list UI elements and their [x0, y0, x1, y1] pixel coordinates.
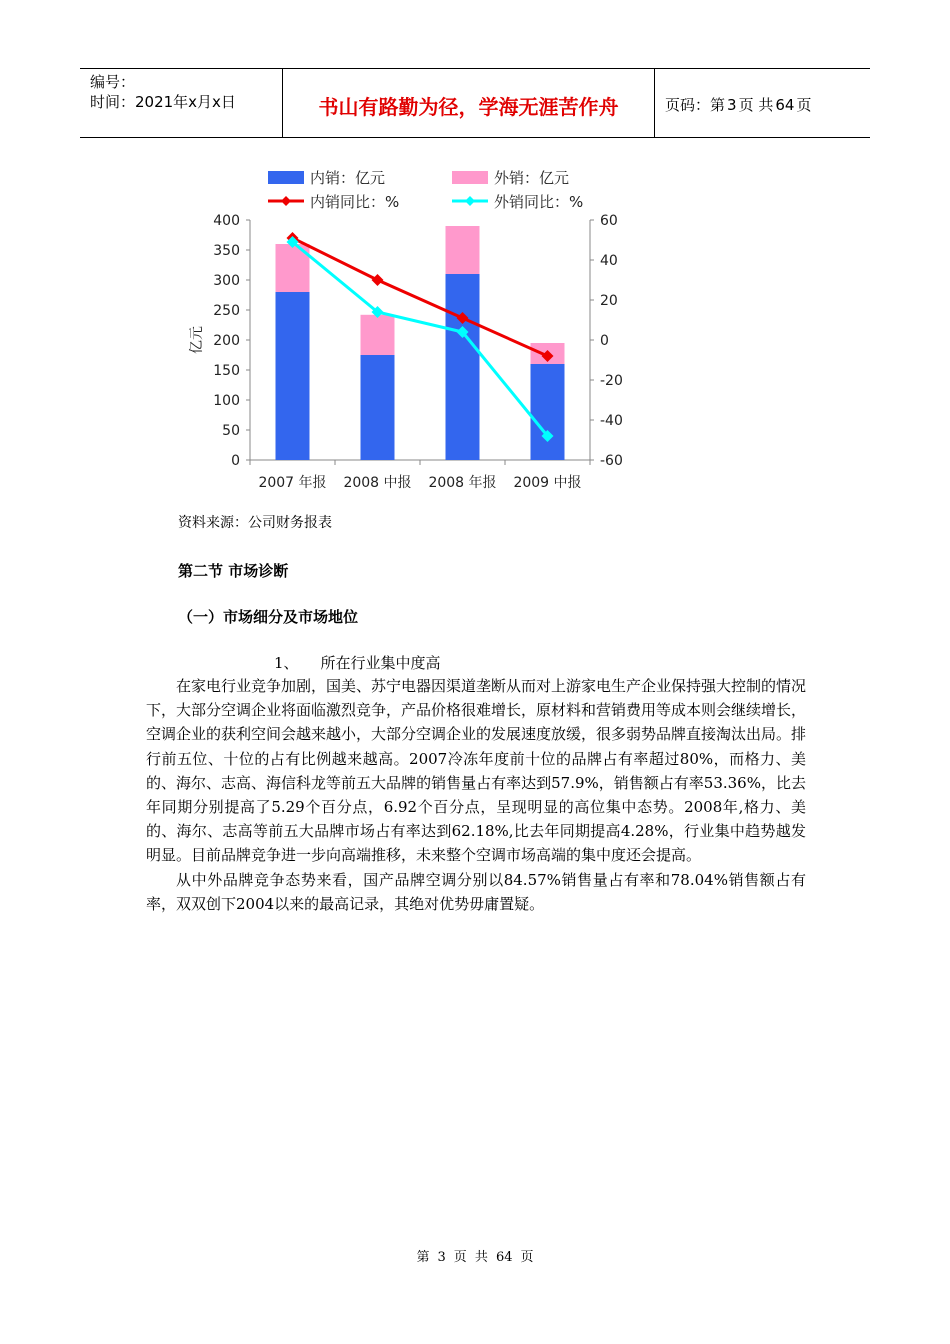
- footer-mid: 页 共: [453, 1250, 488, 1265]
- bar-export: [446, 226, 480, 274]
- legend-marker-domestic-yoy: [281, 196, 291, 206]
- x-tick-label: 2008 中报: [343, 475, 412, 491]
- page-footer: [0, 1246, 950, 1265]
- legend-label-export: 外销：亿元: [494, 169, 570, 187]
- paragraph-1: 在家电行业竞争加剧，国美、苏宁电器因渠道垄断从而对上游家电生产企业保持强大控制的情况下，大部分空调企业将面临激烈竞争，产品价格很难增长，原材料和营销费用等成本则会继续增长，空调企业的获利空间会越来越小，大部分空调企业的发展速度放缓，很多弱势品牌直接淘汰出局。排行前五位、十位的占有比例越来越高。2007冷冻年度前十位的品牌占有率超过80%，而格力、美的、海尔、志高、海信科龙等前五大品牌的销售量占有率达到57.9%，销售额占有率53.36%，比去年同期分别提高了5.29个百分点，6.92个百分点，呈现明显的高位集中态势。2008年,格力、美的、海尔、志高等前五大品牌市场占有率达到62.18%,比去年同期提高4.28%，行业集中趋势越发明显。目前品牌竞争进一步向高端推移，未来整个空调市场高端的集中度还会提高。: [146, 677, 807, 865]
- header-page-total: 64: [775, 96, 795, 114]
- item-heading: [274, 652, 441, 673]
- legend-label-export-yoy: 外销同比：%: [494, 193, 584, 211]
- header-motto-cell: [283, 69, 654, 137]
- y2-tick-label: 0: [600, 333, 609, 349]
- legend-swatch-domestic: [268, 171, 304, 184]
- bar-domestic: [276, 292, 310, 460]
- y-tick-label: 250: [213, 303, 240, 319]
- header-page-mid: 页 共: [738, 96, 774, 114]
- y-tick-label: 50: [222, 423, 240, 439]
- y2-tick-label: 60: [600, 213, 618, 229]
- chart-legend: [268, 169, 583, 211]
- bar-domestic: [446, 274, 480, 460]
- header-page-cell: [654, 69, 871, 137]
- y-tick-label: 100: [213, 393, 240, 409]
- y-tick-label: 200: [213, 333, 240, 349]
- subsection-title: （一）市场细分及市场地位: [178, 608, 359, 626]
- legend-marker-export-yoy: [465, 196, 475, 206]
- legend-label-domestic-yoy: 内销同比：%: [310, 193, 400, 211]
- footer-current: 3: [437, 1250, 446, 1265]
- header-page-label: 页码：第: [665, 96, 726, 114]
- y-tick-label: 150: [213, 363, 240, 379]
- line-domestic-yoy: [293, 238, 548, 356]
- footer-suffix: 页: [520, 1250, 534, 1265]
- legend-swatch-export: [452, 171, 488, 184]
- header-page-number: [665, 94, 813, 115]
- y-tick-label: 350: [213, 243, 240, 259]
- paragraph-2: 从中外品牌竞争态势来看，国产品牌空调分别以84.57%销售量占有率和78.04%销售额占有率，双双创下2004以来的最高记录，其绝对优势毋庸置疑。: [146, 870, 806, 913]
- y2-tick-label: -20: [600, 373, 623, 389]
- header-date-label: 时间：2021年x月x日: [90, 93, 236, 111]
- footer-total: 64: [495, 1250, 513, 1265]
- source-note: 资料来源：公司财务报表: [178, 515, 332, 531]
- y-tick-label: 400: [213, 213, 240, 229]
- y2-tick-label: -60: [600, 453, 623, 469]
- y-axis-label: 亿元: [189, 326, 205, 354]
- y2-tick-label: 40: [600, 253, 618, 269]
- bar-export: [361, 315, 395, 355]
- y2-tick-label: 20: [600, 293, 618, 309]
- header-number-label: 编号：: [90, 73, 136, 91]
- item-number: 1、: [274, 654, 299, 672]
- x-tick-label: 2007 年报: [258, 475, 327, 491]
- bar-domestic: [361, 355, 395, 460]
- x-tick-label: 2008 年报: [428, 475, 497, 491]
- chart-lines: [287, 232, 554, 442]
- point-domestic-yoy: [372, 274, 384, 286]
- header-table: [80, 68, 870, 138]
- item-title: 所在行业集中度高: [320, 654, 441, 672]
- y2-tick-label: -40: [600, 413, 623, 429]
- header-info-cell: [80, 69, 283, 137]
- x-tick-label: 2009 中报: [513, 475, 582, 491]
- section-title: 第二节 市场诊断: [178, 562, 289, 580]
- body-text: [146, 674, 806, 916]
- bar-domestic: [531, 364, 565, 460]
- header-motto: 书山有路勤为径，学海无涯苦作舟: [318, 95, 619, 119]
- header-page-end: 页: [796, 96, 812, 114]
- y-tick-label: 0: [231, 453, 240, 469]
- legend-label-domestic: 内销：亿元: [310, 169, 386, 187]
- header-page-current: 3: [727, 96, 737, 114]
- footer-prefix: 第: [416, 1250, 430, 1265]
- sales-chart: [170, 160, 623, 500]
- y-tick-label: 300: [213, 273, 240, 289]
